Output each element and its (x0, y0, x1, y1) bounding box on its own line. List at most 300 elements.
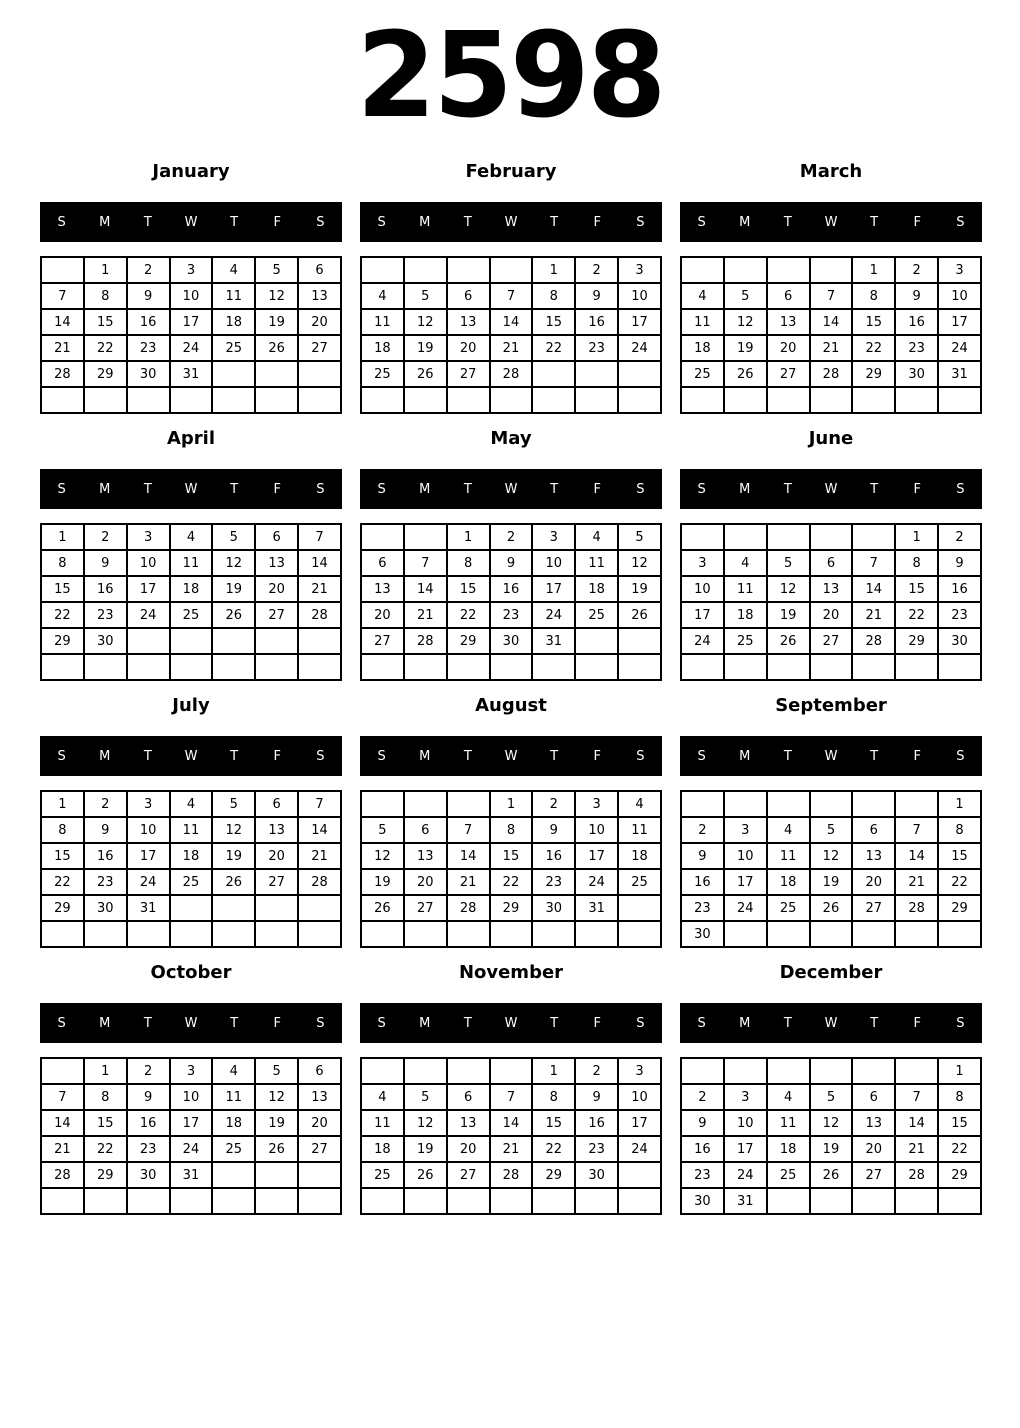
day-cell: 7 (852, 550, 895, 576)
day-cell: 9 (575, 1084, 618, 1110)
day-cell: 23 (895, 335, 938, 361)
day-cell: 23 (575, 1136, 618, 1162)
week-row (681, 361, 981, 387)
day-cell: 4 (361, 283, 404, 309)
weekday-label: F (913, 748, 922, 764)
empty-day-cell (681, 524, 724, 550)
day-cell: 24 (170, 335, 213, 361)
weekday-label: T (230, 1015, 239, 1031)
week-row (681, 791, 981, 817)
weekday-header-bar (40, 1003, 342, 1043)
empty-day-cell (170, 654, 213, 680)
day-cell: 1 (41, 791, 84, 817)
day-cell: 15 (532, 1110, 575, 1136)
day-cell: 30 (575, 1162, 618, 1188)
day-cell: 5 (724, 283, 767, 309)
weekday-label: F (273, 1015, 282, 1031)
weekday-label: T (230, 214, 239, 230)
week-row (681, 1162, 981, 1188)
week-row (41, 361, 341, 387)
empty-day-cell (810, 1188, 853, 1214)
week-row (41, 1058, 341, 1084)
day-cell: 21 (490, 1136, 533, 1162)
week-row (41, 921, 341, 947)
empty-day-cell (170, 628, 213, 654)
day-cell: 11 (212, 283, 255, 309)
day-cell: 4 (361, 1084, 404, 1110)
empty-day-cell (895, 921, 938, 947)
weekday-label: T (783, 214, 792, 230)
day-cell: 22 (895, 602, 938, 628)
day-cell: 12 (361, 843, 404, 869)
day-cell: 15 (447, 576, 490, 602)
day-cell: 11 (681, 309, 724, 335)
weekday-label: T (230, 748, 239, 764)
weekday-label: W (504, 748, 518, 764)
empty-day-cell (618, 628, 661, 654)
day-cell: 12 (767, 576, 810, 602)
month-name: February (465, 161, 557, 182)
month-name: April (166, 428, 216, 449)
day-cell: 10 (938, 283, 981, 309)
empty-day-cell (404, 791, 447, 817)
weekday-label: T (870, 214, 879, 230)
day-cell: 3 (618, 257, 661, 283)
day-cell: 14 (41, 309, 84, 335)
week-row (41, 843, 341, 869)
day-cell: 6 (852, 1084, 895, 1110)
day-cell: 24 (532, 602, 575, 628)
day-cell: 8 (895, 550, 938, 576)
day-cell: 19 (724, 335, 767, 361)
empty-day-cell (298, 921, 341, 947)
week-row (41, 869, 341, 895)
empty-day-cell (447, 1188, 490, 1214)
day-cell: 6 (852, 817, 895, 843)
day-cell: 10 (724, 1110, 767, 1136)
day-cell: 17 (170, 1110, 213, 1136)
day-cell: 30 (938, 628, 981, 654)
day-cell: 19 (618, 576, 661, 602)
day-cell: 6 (255, 524, 298, 550)
month-grid (680, 1057, 982, 1215)
weekday-header-bar (360, 736, 662, 776)
week-row (361, 817, 661, 843)
day-cell: 14 (41, 1110, 84, 1136)
weekday-label: S (57, 1015, 66, 1031)
day-cell: 31 (170, 361, 213, 387)
weekday-label: M (739, 481, 751, 497)
day-cell: 9 (681, 1110, 724, 1136)
weekday-header-bar (680, 202, 982, 242)
day-cell: 1 (895, 524, 938, 550)
day-cell: 8 (532, 1084, 575, 1110)
week-row (41, 309, 341, 335)
day-cell: 20 (298, 1110, 341, 1136)
day-cell: 9 (681, 843, 724, 869)
empty-day-cell (404, 524, 447, 550)
day-cell: 29 (852, 361, 895, 387)
day-cell: 1 (532, 257, 575, 283)
empty-day-cell (938, 921, 981, 947)
weekday-label: T (783, 481, 792, 497)
month-february (360, 162, 662, 414)
week-row (681, 628, 981, 654)
week-row (361, 309, 661, 335)
day-cell: 15 (532, 309, 575, 335)
day-cell: 5 (810, 817, 853, 843)
day-cell: 28 (852, 628, 895, 654)
day-cell: 16 (532, 843, 575, 869)
day-cell: 3 (724, 1084, 767, 1110)
weekday-label: M (99, 1015, 111, 1031)
day-cell: 2 (575, 1058, 618, 1084)
day-cell: 23 (681, 1162, 724, 1188)
day-cell: 31 (724, 1188, 767, 1214)
day-cell: 29 (490, 895, 533, 921)
day-cell: 17 (681, 602, 724, 628)
empty-day-cell (361, 524, 404, 550)
month-january (40, 162, 342, 414)
day-cell: 11 (767, 1110, 810, 1136)
day-cell: 25 (618, 869, 661, 895)
weekday-label: T (550, 748, 559, 764)
week-row (681, 1188, 981, 1214)
empty-day-cell (298, 654, 341, 680)
day-cell: 23 (490, 602, 533, 628)
day-cell: 22 (532, 1136, 575, 1162)
day-cell: 6 (255, 791, 298, 817)
day-cell: 7 (298, 791, 341, 817)
day-cell: 23 (84, 602, 127, 628)
week-row (41, 817, 341, 843)
empty-day-cell (852, 1188, 895, 1214)
day-cell: 7 (298, 524, 341, 550)
weekday-label: S (636, 748, 645, 764)
day-cell: 20 (298, 309, 341, 335)
empty-day-cell (618, 895, 661, 921)
day-cell: 6 (810, 550, 853, 576)
day-cell: 15 (41, 576, 84, 602)
empty-day-cell (447, 654, 490, 680)
empty-day-cell (84, 921, 127, 947)
day-cell: 1 (84, 257, 127, 283)
week-row (41, 1188, 341, 1214)
empty-day-cell (170, 921, 213, 947)
day-cell: 29 (84, 1162, 127, 1188)
day-cell: 20 (255, 843, 298, 869)
day-cell: 29 (532, 1162, 575, 1188)
day-cell: 13 (404, 843, 447, 869)
day-cell: 20 (255, 576, 298, 602)
day-cell: 11 (361, 309, 404, 335)
month-grid (40, 523, 342, 681)
day-cell: 24 (575, 869, 618, 895)
day-cell: 9 (938, 550, 981, 576)
day-cell: 30 (895, 361, 938, 387)
day-cell: 27 (852, 1162, 895, 1188)
empty-day-cell (895, 1058, 938, 1084)
day-cell: 13 (255, 550, 298, 576)
day-cell: 11 (767, 843, 810, 869)
empty-day-cell (767, 1058, 810, 1084)
day-cell: 18 (767, 869, 810, 895)
day-cell: 27 (810, 628, 853, 654)
week-row (681, 550, 981, 576)
day-cell: 10 (575, 817, 618, 843)
day-cell: 10 (681, 576, 724, 602)
day-cell: 25 (767, 1162, 810, 1188)
week-row (681, 576, 981, 602)
month-name: May (490, 428, 532, 449)
empty-day-cell (724, 921, 767, 947)
empty-day-cell (170, 387, 213, 413)
week-row (361, 843, 661, 869)
weekday-label: S (636, 481, 645, 497)
day-cell: 26 (361, 895, 404, 921)
day-cell: 8 (532, 283, 575, 309)
day-cell: 23 (84, 869, 127, 895)
day-cell: 17 (170, 309, 213, 335)
week-row (361, 921, 661, 947)
week-row (361, 1110, 661, 1136)
weekday-header-bar (680, 469, 982, 509)
day-cell: 3 (938, 257, 981, 283)
day-cell: 25 (170, 869, 213, 895)
empty-day-cell (127, 1188, 170, 1214)
month-name: October (150, 962, 232, 983)
day-cell: 8 (490, 817, 533, 843)
day-cell: 2 (532, 791, 575, 817)
day-cell: 19 (767, 602, 810, 628)
weekday-label: T (143, 748, 152, 764)
day-cell: 29 (895, 628, 938, 654)
month-grid (680, 523, 982, 681)
week-row (361, 654, 661, 680)
day-cell: 9 (84, 550, 127, 576)
week-row (41, 895, 341, 921)
day-cell: 9 (575, 283, 618, 309)
empty-day-cell (361, 387, 404, 413)
day-cell: 1 (852, 257, 895, 283)
day-cell: 28 (490, 1162, 533, 1188)
empty-day-cell (447, 257, 490, 283)
weekday-label: F (593, 1015, 602, 1031)
day-cell: 11 (724, 576, 767, 602)
weekday-label: S (57, 748, 66, 764)
day-cell: 1 (84, 1058, 127, 1084)
weekday-label: F (273, 481, 282, 497)
weekday-header-bar (40, 202, 342, 242)
weekday-label: W (824, 1015, 838, 1031)
day-cell: 2 (681, 1084, 724, 1110)
year-title: 2598 (356, 6, 664, 144)
day-cell: 24 (618, 1136, 661, 1162)
month-grid (360, 523, 662, 681)
weekday-label: T (783, 748, 792, 764)
day-cell: 3 (724, 817, 767, 843)
empty-day-cell (212, 921, 255, 947)
weekday-label: S (316, 214, 325, 230)
day-cell: 30 (681, 1188, 724, 1214)
weekday-header-bar (360, 469, 662, 509)
week-row (361, 361, 661, 387)
day-cell: 14 (298, 817, 341, 843)
empty-day-cell (938, 654, 981, 680)
day-cell: 2 (575, 257, 618, 283)
weekday-label: T (143, 1015, 152, 1031)
weekday-label: W (824, 748, 838, 764)
day-cell: 10 (724, 843, 767, 869)
day-cell: 14 (404, 576, 447, 602)
day-cell: 18 (361, 335, 404, 361)
weekday-label: T (463, 1015, 472, 1031)
empty-day-cell (127, 387, 170, 413)
day-cell: 26 (212, 602, 255, 628)
day-cell: 26 (810, 1162, 853, 1188)
weekday-label: F (913, 1015, 922, 1031)
day-cell: 19 (404, 335, 447, 361)
empty-day-cell (212, 1188, 255, 1214)
week-row (681, 921, 981, 947)
week-row (361, 1136, 661, 1162)
day-cell: 25 (767, 895, 810, 921)
day-cell: 26 (255, 335, 298, 361)
month-name: December (779, 962, 883, 983)
empty-day-cell (41, 257, 84, 283)
day-cell: 12 (255, 1084, 298, 1110)
empty-day-cell (361, 791, 404, 817)
day-cell: 26 (618, 602, 661, 628)
day-cell: 12 (724, 309, 767, 335)
day-cell: 31 (575, 895, 618, 921)
empty-day-cell (255, 921, 298, 947)
empty-day-cell (490, 257, 533, 283)
empty-day-cell (404, 654, 447, 680)
weekday-label: T (143, 481, 152, 497)
day-cell: 4 (681, 283, 724, 309)
empty-day-cell (298, 387, 341, 413)
empty-day-cell (938, 387, 981, 413)
day-cell: 3 (575, 791, 618, 817)
day-cell: 29 (938, 1162, 981, 1188)
empty-day-cell (447, 791, 490, 817)
day-cell: 12 (404, 1110, 447, 1136)
day-cell: 17 (618, 1110, 661, 1136)
week-row (681, 309, 981, 335)
day-cell: 6 (767, 283, 810, 309)
day-cell: 23 (127, 1136, 170, 1162)
week-row (681, 1110, 981, 1136)
empty-day-cell (361, 257, 404, 283)
day-cell: 13 (810, 576, 853, 602)
day-cell: 19 (255, 1110, 298, 1136)
weekday-label: M (419, 214, 431, 230)
day-cell: 9 (127, 283, 170, 309)
empty-day-cell (212, 387, 255, 413)
empty-day-cell (404, 1058, 447, 1084)
week-row (41, 283, 341, 309)
day-cell: 1 (532, 1058, 575, 1084)
empty-day-cell (255, 895, 298, 921)
month-grid (360, 256, 662, 414)
weekday-label: T (870, 481, 879, 497)
day-cell: 14 (810, 309, 853, 335)
day-cell: 28 (41, 361, 84, 387)
weekday-label: W (184, 748, 198, 764)
month-name: September (775, 695, 887, 716)
month-grid (40, 256, 342, 414)
day-cell: 21 (895, 1136, 938, 1162)
day-cell: 15 (938, 843, 981, 869)
empty-day-cell (447, 921, 490, 947)
day-cell: 10 (170, 283, 213, 309)
empty-day-cell (41, 1058, 84, 1084)
week-row (361, 895, 661, 921)
day-cell: 3 (618, 1058, 661, 1084)
empty-day-cell (618, 1162, 661, 1188)
empty-day-cell (618, 1188, 661, 1214)
day-cell: 11 (618, 817, 661, 843)
day-cell: 17 (127, 576, 170, 602)
empty-day-cell (575, 361, 618, 387)
day-cell: 18 (618, 843, 661, 869)
day-cell: 26 (767, 628, 810, 654)
empty-day-cell (298, 628, 341, 654)
month-name: March (799, 161, 863, 182)
day-cell: 2 (490, 524, 533, 550)
empty-day-cell (84, 654, 127, 680)
empty-day-cell (618, 654, 661, 680)
empty-day-cell (767, 791, 810, 817)
day-cell: 24 (127, 869, 170, 895)
day-cell: 12 (810, 843, 853, 869)
day-cell: 10 (127, 550, 170, 576)
day-cell: 12 (212, 817, 255, 843)
empty-day-cell (361, 654, 404, 680)
day-cell: 2 (127, 257, 170, 283)
day-cell: 29 (41, 628, 84, 654)
empty-day-cell (810, 654, 853, 680)
empty-day-cell (212, 895, 255, 921)
day-cell: 2 (84, 791, 127, 817)
week-row (681, 869, 981, 895)
empty-day-cell (298, 361, 341, 387)
empty-day-cell (84, 387, 127, 413)
weekday-label: T (550, 481, 559, 497)
week-row (361, 335, 661, 361)
day-cell: 27 (298, 1136, 341, 1162)
week-row (41, 602, 341, 628)
day-cell: 20 (810, 602, 853, 628)
weekday-label: T (870, 748, 879, 764)
empty-day-cell (895, 387, 938, 413)
week-row (681, 387, 981, 413)
empty-day-cell (810, 524, 853, 550)
weekday-label: S (956, 748, 965, 764)
day-cell: 16 (575, 309, 618, 335)
week-row (41, 550, 341, 576)
empty-day-cell (490, 921, 533, 947)
day-cell: 19 (255, 309, 298, 335)
weekday-label: M (419, 1015, 431, 1031)
month-november (360, 963, 662, 1215)
day-cell: 17 (575, 843, 618, 869)
day-cell: 6 (447, 283, 490, 309)
empty-day-cell (212, 361, 255, 387)
day-cell: 2 (127, 1058, 170, 1084)
month-grid (680, 790, 982, 948)
